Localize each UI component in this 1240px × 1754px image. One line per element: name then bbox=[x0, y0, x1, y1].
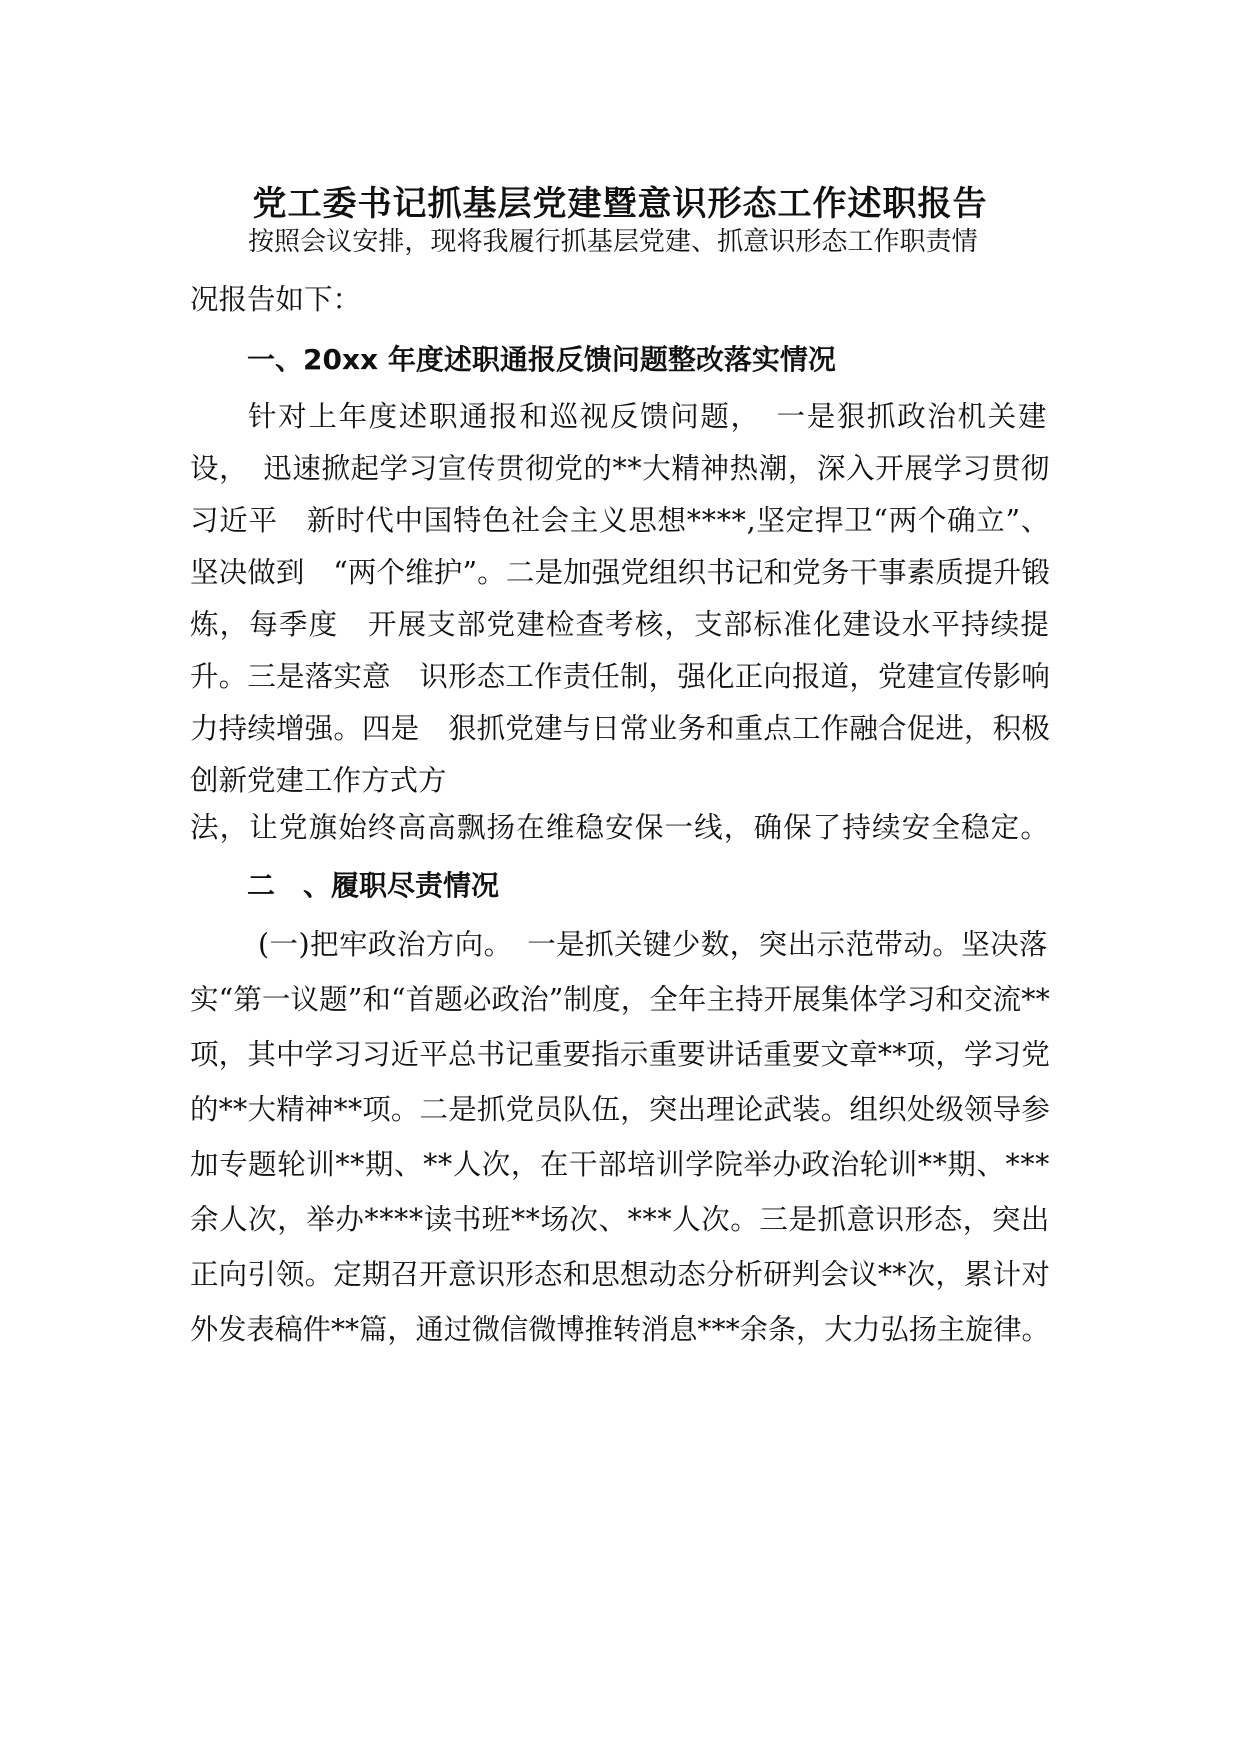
section1-line: 炼，每季度 开展支部党建检查考核，支部标准化建设水平持续提 bbox=[190, 608, 1050, 641]
section1-line: 坚决做到 “两个维护”。二是加强党组织书记和党务干事素质提升锻 bbox=[190, 556, 1050, 589]
intro-line-2: 况报告如下： bbox=[190, 283, 362, 316]
section1-line: 设， 迅速掀起学习宣传贯彻党的**大精神热潮，深入开展学习贯彻 bbox=[190, 452, 1050, 485]
section2-line: 外发表稿件**篇，通过微信微博推转消息***余条，大力弘扬主旋律。 bbox=[190, 1313, 1050, 1346]
section2-line: 实“第一议题”和“首题必政治”制度，全年主持开展集体学习和交流** bbox=[190, 983, 1050, 1016]
section2-line: (一)把牢政治方向。 一是抓关键少数，突出示范带动。坚决落 bbox=[258, 928, 1048, 961]
section1-line: 习近平 新时代中国特色社会主义思想****,坚定捍卫“两个确立”、 bbox=[190, 504, 1050, 537]
section2-line: 项，其中学习习近平总书记重要指示重要讲话重要文章**项，学习党 bbox=[190, 1038, 1050, 1071]
section2-heading: 二 、履职尽责情况 bbox=[247, 869, 500, 902]
section2-line: 余人次，举办****读书班**场次、***人次。三是抓意识形态，突出 bbox=[190, 1203, 1050, 1236]
section1-line: 针对上年度述职通报和巡视反馈问题， 一是狠抓政治机关建 bbox=[248, 400, 1048, 433]
section1-line: 升。三是落实意 识形态工作责任制，强化正向报道，党建宣传影响 bbox=[190, 660, 1050, 693]
intro-line-1: 按照会议安排，现将我履行抓基层党建、抓意识形态工作职责情 bbox=[248, 227, 978, 257]
section1-line: 创新党建工作方式方 bbox=[190, 764, 447, 797]
section2-line: 加专题轮训**期、**人次，在干部培训学院举办政治轮训**期、*** bbox=[190, 1148, 1050, 1181]
section2-line: 的**大精神**项。二是抓党员队伍，突出理论武装。组织处级领导参 bbox=[190, 1093, 1050, 1126]
section1-line: 力持续增强。四是 狠抓党建与日常业务和重点工作融合促进，积极 bbox=[190, 712, 1050, 745]
document-title: 党工委书记抓基层党建暨意识形态工作述职报告 bbox=[252, 184, 988, 224]
section2-line: 正向引领。定期召开意识形态和思想动态分析研判会议**次，累计对 bbox=[190, 1258, 1050, 1291]
section1-line: 法，让党旗始终高高飘扬在维稳安保一线，确保了持续安全稳定。 bbox=[190, 811, 1050, 844]
section1-heading: 一、20xx 年度述职通报反馈问题整改落实情况 bbox=[247, 343, 836, 376]
